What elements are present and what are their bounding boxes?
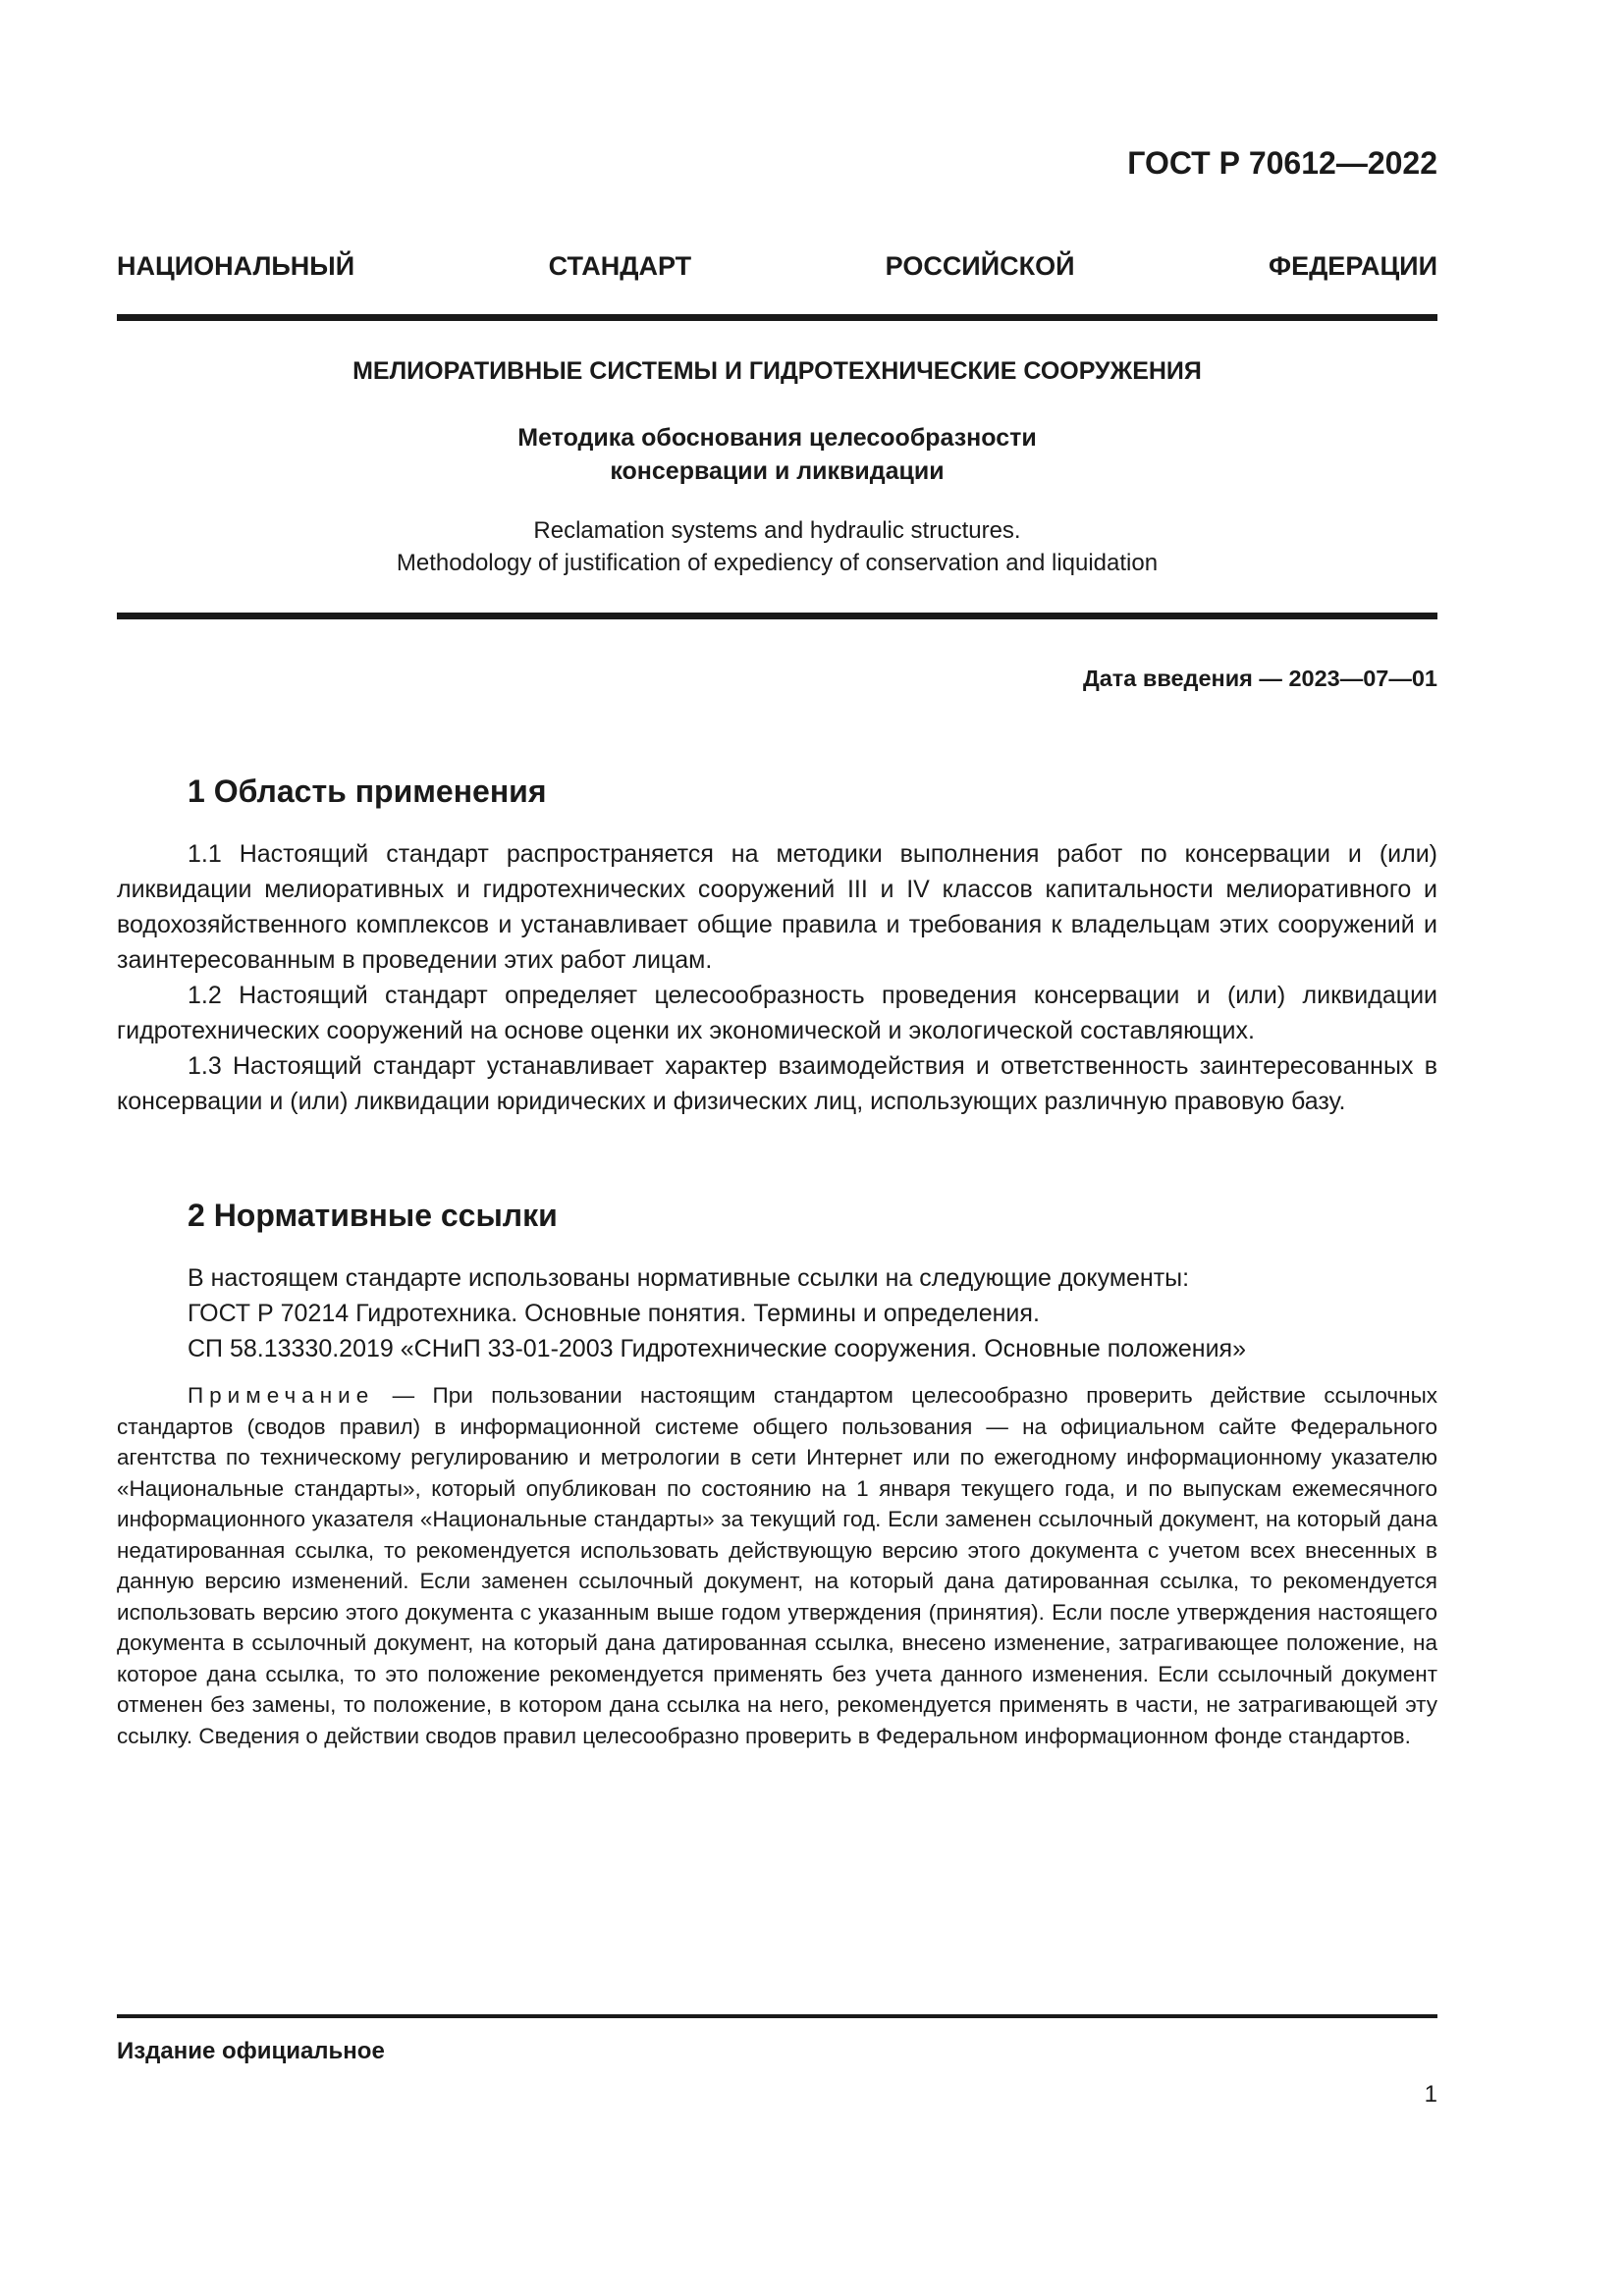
- note-label: Примечание: [188, 1383, 375, 1408]
- paragraph: 1.3 Настоящий стандарт устанавливает характер взаимодействия и ответственность заинтересованных в консервации и (или) ликвидации юридических и физических лиц, использующих различную правовую базу.: [117, 1052, 1437, 1115]
- subtitle-line: Методика обоснования целесообразности: [517, 424, 1037, 452]
- english-title-line: Reclamation systems and hydraulic structures.: [533, 517, 1021, 544]
- title-divider: [117, 613, 1437, 619]
- english-title: [117, 514, 1437, 579]
- reference-line: СП 58.13330.2019 «СНиП 33-01-2003 Гидротехнические сооружения. Основные положения»: [188, 1335, 1246, 1362]
- official-edition-label: Издание официальное: [117, 2038, 385, 2064]
- note-block: [117, 1380, 1437, 1751]
- footer-divider: [117, 2014, 1437, 2018]
- section-heading-scope: 1 Область применения: [188, 774, 547, 809]
- document-title: МЕЛИОРАТИВНЫЕ СИСТЕМЫ И ГИДРОТЕХНИЧЕСКИЕ СООРУЖЕНИЯ: [352, 357, 1202, 385]
- section-heading-references: 2 Нормативные ссылки: [188, 1198, 558, 1233]
- paragraph: 1.2 Настоящий стандарт определяет целесообразность проведения консервации и (или) ликвидации гидротехнических сооружений на основе оценки их экономической и экологической составляющих.: [117, 982, 1437, 1044]
- document-page: [117, 0, 1437, 2296]
- national-standard-banner: НАЦИОНАЛЬНЫЙ СТАНДАРТ РОССИЙСКОЙ ФЕДЕРАЦИИ: [117, 251, 1437, 281]
- top-divider: [117, 314, 1437, 321]
- standard-designation: ГОСТ Р 70612—2022: [1127, 145, 1437, 181]
- section-references-body: [117, 1260, 1437, 1366]
- english-title-line: Methodology of justification of expediency of conservation and liquidation: [396, 550, 1159, 576]
- subtitle-line: консервации и ликвидации: [610, 457, 945, 485]
- paragraph: 1.1 Настоящий стандарт распространяется на методики выполнения работ по консервации и (или) ликвидации мелиоративных и гидротехнических сооружений III и IV классов капитальности мелиоративного и водохозяйственного комплексов и устанавливает общие правила и требования к владельцам этих сооружений и заинтересованным в проведении этих работ лицам.: [117, 840, 1437, 974]
- page-number: 1: [1424, 2081, 1437, 2108]
- reference-line: В настоящем стандарте использованы нормативные ссылки на следующие документы:: [188, 1264, 1190, 1292]
- introduction-date: Дата введения — 2023—07—01: [1082, 666, 1437, 691]
- document-subtitle: [117, 421, 1437, 488]
- section-scope-body: [117, 836, 1437, 1119]
- note-text: — При пользовании настоящим стандартом целесообразно проверить действие ссылочных стандартов (сводов правил) в информационной системе общего пользования — на официальном сайте Федерального агентства по техническому регулированию и метрологии в сети Интернет или по ежегодному информационному указателю «Национальные стандарты», который опубликован по состоянию на 1 января текущего года, и по выпускам ежемесячного информационного указателя «Национальные стандарты» за текущий год. Если заменен ссылочный документ, на который дана недатированная ссылка, то рекомендуется использовать действующую версию этого документа с учетом всех внесенных в данную версию изменений. Если заменен ссылочный документ, на который дана датированная ссылка, то рекомендуется использовать версию этого документа с указанным выше годом утверждения (принятия). Если после утверждения настоящего документа в ссылочный документ, на который дана датированная ссылка, внесено изменение, затрагивающее положение, на которое дана ссылка, то это положение рекомендуется применять без учета данного изменения. Если ссылочный документ отменен без замены, то положение, в котором дана ссылка на него, рекомендуется применять в части, не затрагивающей эту ссылку. Сведения о действии сводов правил целесообразно проверить в Федеральном информационном фонде стандартов.: [117, 1383, 1437, 1748]
- reference-line: ГОСТ Р 70214 Гидротехника. Основные понятия. Термины и определения.: [188, 1300, 1040, 1327]
